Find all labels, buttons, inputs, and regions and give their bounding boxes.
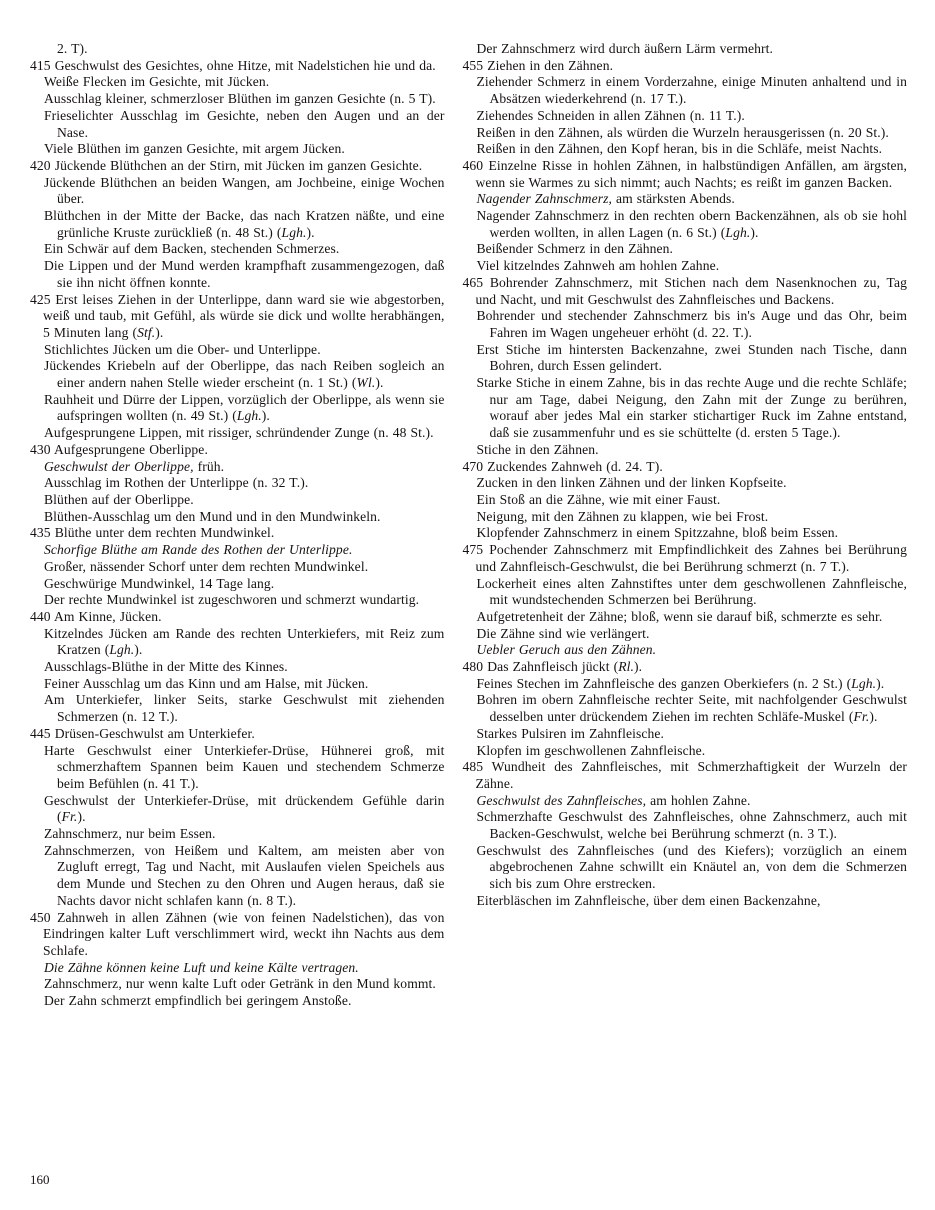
entry-text: Jückende Blüthchen an beiden Wangen, am Jochbeine, einige Wochen über.	[44, 174, 445, 207]
symptom-entry	[462, 475, 907, 492]
symptom-entry-460	[462, 158, 907, 191]
symptom-entry	[30, 141, 444, 158]
entry-text: Ein Stoß an die Zähne, wie mit einer Faust.	[476, 491, 721, 507]
symptom-entry-430	[30, 442, 444, 459]
symptom-entry	[30, 175, 444, 208]
symptom-entry	[30, 241, 444, 258]
entry-text-italic: Geschwulst der Oberlippe,	[44, 458, 194, 474]
symptom-entry	[462, 609, 907, 626]
entry-number: 475	[462, 542, 490, 558]
symptom-entry	[462, 492, 907, 509]
entry-text: Zahnschmerzen, von Heißem und Kaltem, am meisten aber von Zugluft erregt, Tag und Nacht, mit Auslaufen vielen Speichels aus dem Munde und Stechen zu den Ohren und Augen heraus, daß sie Nachts davor nicht schlafen kann (n. 8 T.).	[44, 842, 445, 908]
symptom-entry	[462, 726, 907, 743]
entry-text: Schmerzhafte Geschwulst des Zahnfleisches, ohne Zahnschmerz, auch mit Backen-Geschwulst, welche bei Berührung schmerzt (n. 3 T.).	[476, 809, 907, 842]
symptom-entry	[30, 542, 444, 559]
entry-text: Großer, nässender Schorf unter dem rechten Mundwinkel.	[44, 558, 369, 574]
entry-text: Viel kitzelndes Zahnweh am hohlen Zahne.	[476, 258, 720, 274]
entry-text: Beißender Schmerz in den Zähnen.	[476, 241, 674, 257]
entry-text: Blüthen auf der Oberlippe.	[44, 491, 194, 507]
symptom-entry	[30, 342, 444, 359]
symptom-entry	[30, 576, 444, 593]
symptom-entry-415	[30, 58, 444, 75]
entry-text: Der Zahnschmerz wird durch äußern Lärm vermehrt.	[476, 41, 774, 56]
entry-text-italic: Geschwulst des Zahnfleisches,	[476, 792, 647, 808]
entry-text: Aufgesprungene Lippen, mit rissiger, schründender Zunge (n. 48 St.).	[44, 425, 434, 441]
entry-text: Am Unterkiefer, linker Seits, starke Geschwulst mit ziehenden Schmerzen (n. 12 T.).	[44, 692, 445, 725]
entry-text: Ausschlag im Rothen der Unterlippe (n. 32 T.).	[44, 475, 309, 491]
entry-number: 440	[30, 608, 54, 624]
symptom-entry-470	[462, 459, 907, 476]
symptom-entry-475	[462, 542, 907, 575]
symptom-entry	[462, 525, 907, 542]
entry-text: Starke Stiche in einem Zahne, bis in das rechte Auge und die rechte Schläfe; nur am Tage, dabei Neigung, den Zahn mit der Zunge zu berühren, worauf aber jedes Mal ein starker stichartiger Ruck im Zahne entstand, daß sie zusammenfuhr und es sie schüttelte (d. ersten 5 Tage.).	[476, 375, 907, 441]
entry-text: Kitzelndes Jücken am Rande des rechten Unterkiefers, mit Reiz zum Kratzen (	[44, 625, 445, 658]
symptom-entry	[30, 559, 444, 576]
entry-text: Lockerheit eines alten Zahnstiftes unter dem geschwollenen Zahnfleische, mit wundstechenden Schmerzen bei Berührung.	[476, 575, 907, 608]
symptom-entry-420	[30, 158, 444, 175]
entry-number: 465	[462, 274, 490, 290]
entry-text-italic: Uebler Geruch aus den Zähnen.	[476, 642, 657, 658]
symptom-entry	[462, 626, 907, 643]
entry-text: Rauhheit und Dürre der Lippen, vorzüglich der Oberlippe, als wenn sie aufspringen wollten (n. 49 St.) (	[44, 391, 445, 424]
symptom-entry	[462, 692, 907, 725]
symptom-entry-480	[462, 659, 907, 676]
entry-text: Bohrender und stechender Zahnschmerz bis in's Auge und das Ohr, beim Fahren im Wagen ungeheuer erhöht (d. 22. T.).	[476, 308, 907, 340]
symptom-entry	[462, 375, 907, 442]
symptom-entry	[30, 843, 444, 910]
entry-text: Zucken in den linken Zähnen und der linken Kopfseite.	[476, 475, 787, 491]
entry-text-italic: Lgh.	[236, 408, 262, 424]
symptom-entry	[462, 342, 907, 375]
entry-text: Aufgetretenheit der Zähne; bloß, wenn sie darauf biß, schmerzte es sehr.	[476, 608, 883, 624]
symptom-entry	[30, 743, 444, 793]
symptom-entry	[462, 125, 907, 142]
entry-text: Geschwürige Mundwinkel, 14 Tage lang.	[44, 575, 275, 591]
entry-text: Zahnschmerz, nur wenn kalte Luft oder Getränk in den Mund kommt.	[44, 976, 436, 992]
symptom-entry	[30, 659, 444, 676]
entry-number: 430	[30, 441, 54, 457]
entry-number: 480	[462, 659, 488, 675]
symptom-entry	[462, 74, 907, 107]
entry-text: ).	[375, 375, 384, 391]
symptom-entry-485	[462, 759, 907, 792]
entry-text: ).	[869, 709, 878, 725]
entry-text: Erst Stiche im hintersten Backenzahne, zwei Stunden nach Tische, dann Bohren, durch Essen gelindert.	[476, 341, 907, 374]
symptom-entry	[462, 241, 907, 258]
entry-text: ).	[633, 659, 643, 675]
text-columns	[30, 41, 907, 1010]
symptom-entry	[462, 843, 907, 893]
entry-text: Nagender Zahnschmerz in den rechten obern Backenzähnen, als ob sie hohl werden wollten, in allen Lagen (n. 6 St.) (	[476, 208, 907, 240]
entry-number: 425	[30, 291, 56, 307]
entry-text: Blüthchen in der Mitte der Backe, das nach Kratzen näßte, und eine grünliche Kruste zurückließ (n. 48 St.) (	[44, 208, 445, 240]
entry-text: früh.	[193, 458, 225, 474]
symptom-entry	[30, 91, 444, 108]
page-number: 160	[30, 1172, 50, 1187]
entry-text: Feines Stechen im Zahnfleische des ganzen Oberkiefers (n. 2 St.) (	[476, 675, 852, 691]
entry-text: Ein Schwär auf dem Backen, stechenden Schmerzes.	[44, 241, 340, 257]
symptom-entry	[30, 676, 444, 693]
symptom-entry	[30, 976, 444, 993]
symptom-entry	[462, 576, 907, 609]
symptom-entry	[30, 258, 444, 291]
symptom-entry	[462, 893, 907, 910]
entry-text: Das Zahnfleisch jückt (	[487, 659, 619, 675]
symptom-entry	[30, 208, 444, 241]
entry-text: Frieselichter Ausschlag im Gesichte, neben den Augen und an der Nase.	[44, 107, 445, 140]
symptom-entry	[462, 108, 907, 125]
entry-text: Weiße Flecken im Gesichte, mit Jücken.	[44, 74, 270, 90]
entry-text-italic: Lgh.	[109, 642, 135, 658]
symptom-entry	[462, 308, 907, 341]
entry-text: Jückende Blüthchen an der Stirn, mit Jücken im ganzen Gesichte.	[54, 157, 423, 173]
entry-number: 485	[462, 759, 492, 775]
entry-text: Erst leises Ziehen in der Unterlippe, dann ward sie wie abgestorben, weiß und taub, mit Gefühl, als würde sie dick und wollte herabhängen, 5 Minuten lang (	[43, 291, 445, 340]
symptom-entry	[30, 358, 444, 391]
entry-text: Starkes Pulsiren im Zahnfleische.	[476, 725, 665, 741]
entry-text: Eiterbläschen im Zahnfleische, über dem einen Backenzahne,	[476, 892, 821, 908]
symptom-entry	[30, 459, 444, 476]
symptom-entry	[30, 692, 444, 725]
symptom-entry	[462, 191, 907, 208]
entry-text: am hohlen Zahne.	[646, 792, 751, 808]
symptom-entry	[462, 676, 907, 693]
symptom-entry	[30, 492, 444, 509]
entry-text: Zuckendes Zahnweh (d. 24. T).	[487, 458, 663, 474]
entry-text: Ziehender Schmerz in einem Vorderzahne, einige Minuten anhaltend und in Absätzen wiederkehrend (n. 17 T.).	[476, 74, 907, 107]
entry-text: Klopfender Zahnschmerz in einem Spitzzahne, bloß beim Essen.	[476, 525, 839, 541]
entry-text-italic: Rl.	[618, 659, 634, 675]
entry-text: Aufgesprungene Oberlippe.	[53, 441, 208, 457]
entry-text: Bohrender Zahnschmerz, mit Stichen nach dem Nasenknochen zu, Tag und Nacht, und mit Geschwulst des Zahnfleisches und Backens.	[475, 274, 907, 307]
right-column	[462, 41, 907, 1010]
symptom-entry	[30, 41, 444, 58]
entry-text: ).	[77, 809, 86, 825]
entry-text: Die Zähne sind wie verlängert.	[476, 625, 650, 641]
symptom-entry	[30, 392, 444, 425]
entry-text: Zahnweh in allen Zähnen (wie von feinen Nadelstichen), das von Eindringen kalter Luft verschlimmert wird, weckt ihn Nachts aus dem Schlafe.	[43, 909, 445, 958]
symptom-entry	[462, 509, 907, 526]
symptom-entry	[30, 592, 444, 609]
entry-text: ).	[155, 324, 164, 340]
entry-text-italic: Nagender Zahnschmerz,	[476, 191, 612, 207]
entry-text: Blüthe unter dem rechten Mundwinkel.	[54, 525, 275, 541]
symptom-entry-465	[462, 275, 907, 308]
entry-text: Feiner Ausschlag um das Kinn und am Halse, mit Jücken.	[44, 675, 369, 691]
symptom-entry	[30, 509, 444, 526]
entry-text: Ausschlags-Blüthe in der Mitte des Kinnes.	[44, 659, 288, 675]
symptom-entry	[30, 74, 444, 91]
entry-text: Bohren im obern Zahnfleische rechter Seite, mit nachfolgender Geschwulst desselben unter drückendem Ziehen im rechten Schläfe-Muskel (	[476, 692, 907, 725]
entry-text: am stärksten Abends.	[612, 191, 735, 207]
entry-text-italic: Lgh.	[725, 224, 751, 240]
entry-number: 455	[462, 57, 488, 73]
entry-text: Zahnschmerz, nur beim Essen.	[44, 826, 216, 842]
entry-text: ).	[306, 224, 315, 240]
entry-text-italic: Wl.	[356, 375, 376, 391]
entry-text: Viele Blüthen im ganzen Gesichte, mit argem Jücken.	[44, 141, 345, 157]
symptom-entry	[462, 258, 907, 275]
symptom-entry	[462, 743, 907, 760]
entry-text: Ziehen in den Zähnen.	[487, 57, 614, 73]
entry-text: Der rechte Mundwinkel ist zugeschworen und schmerzt wundartig.	[44, 592, 420, 608]
entry-text: 2. T).	[57, 41, 88, 56]
symptom-entry	[30, 108, 444, 141]
entry-text: Harte Geschwulst einer Unterkiefer-Drüse, Hühnerei groß, mit schmerzhaftem Spannen beim Kauen und stechendem Schmerze beim Befühlen (n. 41 T.).	[44, 742, 445, 791]
entry-text-italic: Schorfige Blüthe am Rande des Rothen der Unterlippe.	[44, 542, 353, 558]
symptom-entry	[462, 442, 907, 459]
entry-number: 445	[30, 725, 55, 741]
entry-text: Wundheit des Zahnfleisches, mit Schmerzhaftigkeit der Wurzeln der Zähne.	[475, 759, 907, 791]
entry-text: Die Lippen und der Mund werden krampfhaft zusammengezogen, daß sie ihn nicht öffnen konnte.	[44, 258, 445, 290]
entry-text-italic: Stf.	[137, 324, 156, 340]
entry-text: Stichlichtes Jücken um die Ober- und Unterlippe.	[44, 341, 321, 357]
entry-number: 435	[30, 525, 55, 541]
symptom-entry	[30, 793, 444, 826]
entry-number: 420	[30, 157, 55, 173]
entry-number: 460	[462, 157, 489, 173]
entry-text: Ausschlag kleiner, schmerzloser Blüthen im ganzen Gesichte (n. 5 T).	[44, 91, 436, 107]
symptom-entry-440	[30, 609, 444, 626]
symptom-entry-450	[30, 910, 444, 960]
symptom-entry	[30, 626, 444, 659]
entry-text: Einzelne Risse in hohlen Zähnen, in halbstündigen Anfällen, am ärgsten, wenn sie Warmes zu sich nimmt; auch Nachts; es reißt im ganzen Backen.	[475, 157, 907, 190]
entry-text: Neigung, mit den Zähnen zu klappen, wie bei Frost.	[476, 508, 769, 524]
symptom-entry	[462, 809, 907, 842]
symptom-entry	[462, 208, 907, 241]
entry-text: Geschwulst des Zahnfleisches (und des Kiefers); vorzüglich an einem abgebrochenen Zahne schwillt ein Knäutel an, von dem die Schmerzen sich bis zum Ohre erstrecken.	[476, 842, 907, 892]
symptom-entry-425	[30, 292, 444, 342]
entry-number: 470	[462, 458, 488, 474]
symptom-entry	[462, 793, 907, 810]
entry-text: Blüthen-Ausschlag um den Mund und in den Mundwinkeln.	[44, 508, 381, 524]
entry-text: Reißen in den Zähnen, den Kopf heran, bis in die Schläfe, meist Nachts.	[476, 141, 883, 157]
left-column	[30, 41, 444, 1010]
entry-text: Drüsen-Geschwulst am Unterkiefer.	[54, 725, 255, 741]
entry-text: Ziehendes Schneiden in allen Zähnen (n. 11 T.).	[476, 107, 745, 123]
entry-text: Geschwulst der Unterkiefer-Drüse, mit drückendem Gefühle darin (	[44, 792, 445, 825]
symptom-entry	[30, 960, 444, 977]
entry-text-italic: Lgh.	[851, 675, 877, 691]
symptom-entry-455	[462, 58, 907, 75]
entry-text: ).	[134, 642, 143, 658]
entry-text: ).	[750, 224, 759, 240]
symptom-entry-445	[30, 726, 444, 743]
symptom-entry	[462, 141, 907, 158]
entry-text: Der Zahn schmerzt empfindlich bei geringem Anstoße.	[44, 993, 352, 1009]
symptom-entry	[30, 826, 444, 843]
entry-number: 450	[30, 909, 58, 925]
entry-number: 415	[30, 57, 55, 73]
entry-text: Klopfen im geschwollenen Zahnfleische.	[476, 742, 706, 758]
entry-text: Pochender Zahnschmerz mit Empfindlichkeit des Zahnes bei Berührung und Zahnfleisch-Geschwulst, die bei Berührung schmerzt (n. 7 T.).	[475, 542, 907, 574]
entry-text: ).	[261, 408, 270, 424]
entry-text: Geschwulst des Gesichtes, ohne Hitze, mit Nadelstichen hie und da.	[54, 57, 436, 73]
symptom-entry	[30, 425, 444, 442]
entry-text: Jückendes Kriebeln auf der Oberlippe, das nach Reiben sogleich an einer andern nahen Stelle wieder erscheint (n. 1 St.) (	[44, 358, 445, 391]
symptom-entry	[462, 41, 907, 58]
entry-text-italic: Fr.	[61, 809, 78, 825]
symptom-entry	[462, 642, 907, 659]
entry-text-italic: Fr.	[853, 709, 870, 725]
symptom-entry-435	[30, 525, 444, 542]
entry-text: Reißen in den Zähnen, als würden die Wurzeln herausgerissen (n. 20 St.).	[476, 124, 889, 140]
entry-text: Am Kinne, Jücken.	[53, 608, 162, 624]
entry-text-italic: Lgh.	[281, 224, 307, 240]
symptom-entry	[30, 475, 444, 492]
entry-text: ).	[876, 675, 885, 691]
symptom-entry	[30, 993, 444, 1010]
entry-text-italic: Die Zähne können keine Luft und keine Kälte vertragen.	[44, 959, 359, 975]
entry-text: Stiche in den Zähnen.	[476, 441, 599, 457]
